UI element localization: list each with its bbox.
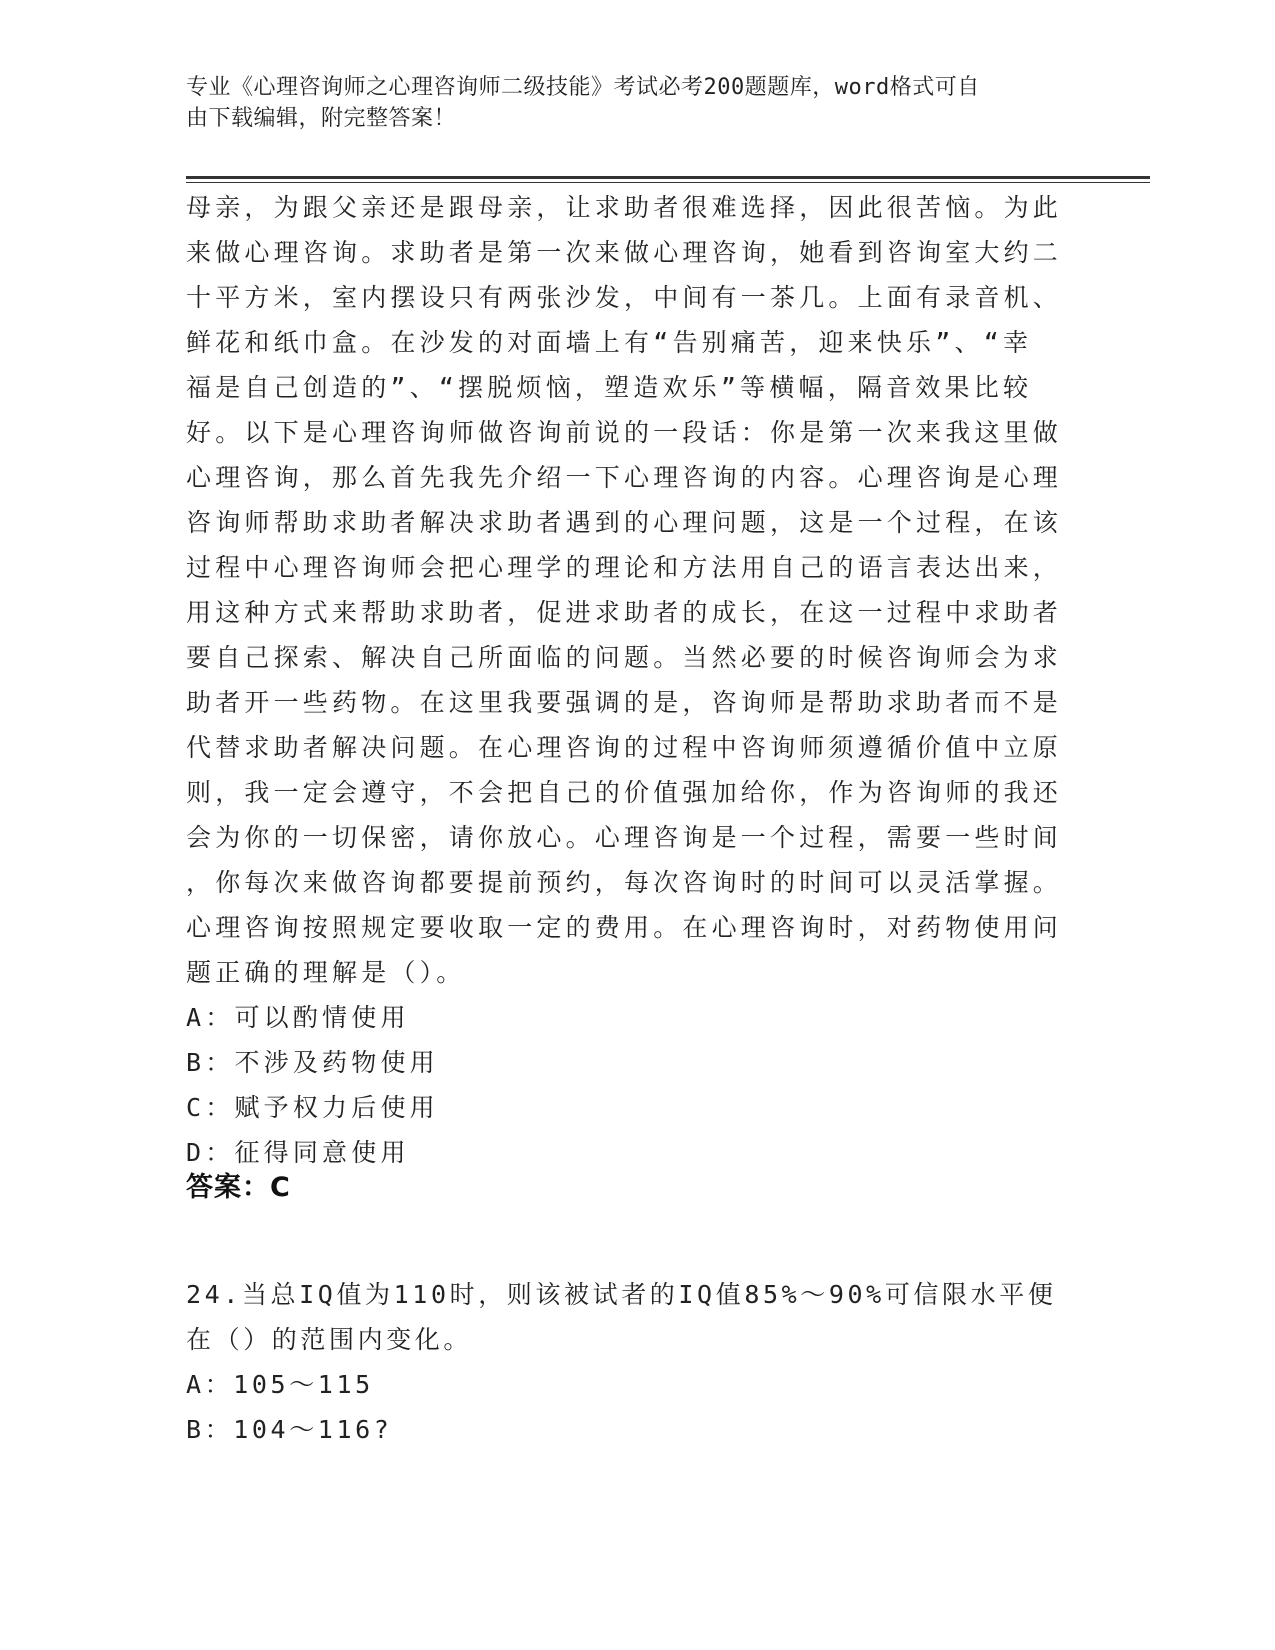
header-line-1: 专业《心理咨询师之心理咨询师二级技能》考试必考200题题库，word格式可自 [186,75,980,100]
stem-line: 福是自己创造的”、“摆脱烦恼，塑造欢乐”等横幅，隔音效果比较 [186,373,1033,402]
stem-line: 24.当总IQ值为110时，则该被试者的IQ值85%～90%可信限水平便 [186,1280,1057,1309]
stem-line: ，你每次来做咨询都要提前预约，每次咨询时的时间可以灵活掌握。 [186,868,1063,897]
option-c: C：赋予权力后使用 [186,1093,439,1122]
option-a: A：可以酌情使用 [186,1003,410,1032]
option-b: B：104～116? [186,1415,393,1444]
stem-line: 母亲，为跟父亲还是跟母亲，让求助者很难选择，因此很苦恼。为此 [186,193,1063,222]
stem-line: 心理咨询按照规定要收取一定的费用。在心理咨询时，对药物使用问 [186,913,1063,942]
document-header [186,72,1056,134]
stem-line: 过程中心理咨询师会把心理学的理论和方法用自己的语言表达出来， [186,553,1063,582]
stem-line: 心理咨询，那么首先我先介绍一下心理咨询的内容。心理咨询是心理 [186,463,1063,492]
stem-line: 好。以下是心理咨询师做咨询前说的一段话：你是第一次来我这里做 [186,418,1063,447]
option-b: B：不涉及药物使用 [186,1048,439,1077]
stem-line: 鲜花和纸巾盒。在沙发的对面墙上有“告别痛苦，迎来快乐”、“幸 [186,328,1033,357]
question-23 [186,185,1086,1175]
stem-line: 咨询师帮助求助者解决求助者遇到的心理问题，这是一个过程，在该 [186,508,1063,537]
option-a: A：105～115 [186,1370,374,1399]
stem-line: 要自己探索、解决自己所面临的问题。当然必要的时候咨询师会为求 [186,643,1063,672]
stem-line: 题正确的理解是（）。 [186,958,466,987]
stem-line: 在（）的范围内变化。 [186,1325,473,1354]
stem-line: 助者开一些药物。在这里我要强调的是，咨询师是帮助求助者而不是 [186,688,1063,717]
answer-label: 答案：C [186,1172,291,1203]
stem-line: 则，我一定会遵守，不会把自己的价值强加给你，作为咨询师的我还 [186,778,1063,807]
stem-line: 用这种方式来帮助求助者，促进求助者的成长，在这一过程中求助者 [186,598,1063,627]
header-line-2: 由下载编辑，附完整答案！ [186,106,457,131]
header-divider-thick [186,176,1150,179]
option-d: D：征得同意使用 [186,1138,410,1167]
question-24 [186,1272,1086,1452]
stem-line: 来做心理咨询。求助者是第一次来做心理咨询，她看到咨询室大约二 [186,238,1063,267]
stem-line: 代替求助者解决问题。在心理咨询的过程中咨询师须遵循价值中立原 [186,733,1063,762]
stem-line: 十平方米，室内摆设只有两张沙发，中间有一茶几。上面有录音机、 [186,283,1063,312]
header-divider-thin [186,182,1150,183]
stem-line: 会为你的一切保密，请你放心。心理咨询是一个过程，需要一些时间 [186,823,1063,852]
